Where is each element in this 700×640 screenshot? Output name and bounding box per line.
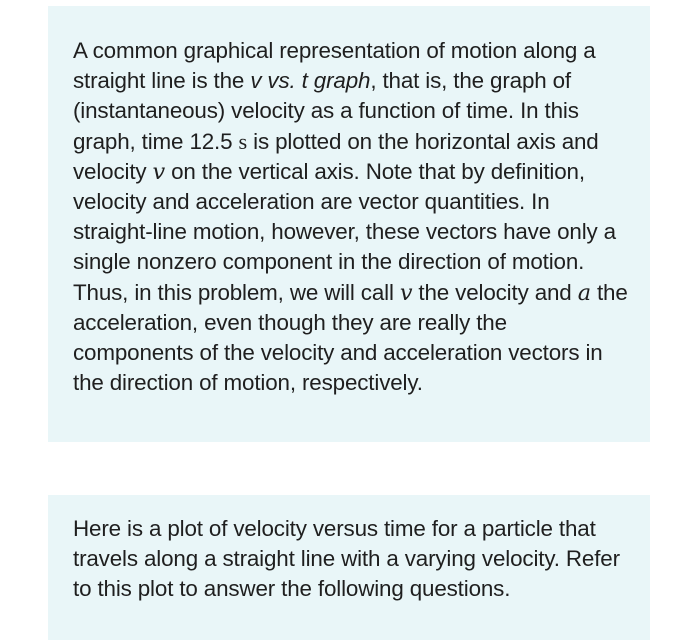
plot-intro-paragraph: Here is a plot of velocity versus time for a particle that travels along a straight line with a varying velocity. Refer to this plot to answer the following questions. xyxy=(73,516,620,602)
intro-text-3: is plotted on the horizontal axis and velocity xyxy=(73,128,599,184)
velocity-symbol: v xyxy=(152,158,166,185)
intro-text-1: A common graphical representation of motion along a straight line is the xyxy=(73,38,596,94)
time-unit: s xyxy=(238,128,248,154)
intro-paragraph xyxy=(73,36,630,398)
acceleration-symbol: a xyxy=(577,279,591,306)
plot-intro-panel xyxy=(48,495,650,640)
top-rule xyxy=(0,0,700,2)
intro-text-4: on the vertical axis. Note that by definition, velocity and acceleration are vector quantities. In straight-line motion, however, these vectors have only a single nonzero component in the direction of motion. Thus, in this problem, we will call xyxy=(73,158,616,305)
intro-text-2: , that is, the graph of (instantaneous) velocity as a function of time. In this graph, time xyxy=(73,68,579,154)
intro-panel xyxy=(48,6,650,442)
vt-graph-term: v vs. t graph xyxy=(250,68,371,94)
velocity-symbol-2: v xyxy=(399,279,413,306)
intro-text-5: the velocity and xyxy=(412,279,578,305)
intro-text-6: the acceleration, even though they are really the components of the velocity and acceleration vectors in the direction of motion, respectively. xyxy=(73,279,628,396)
time-value: 12.5 xyxy=(189,128,233,154)
